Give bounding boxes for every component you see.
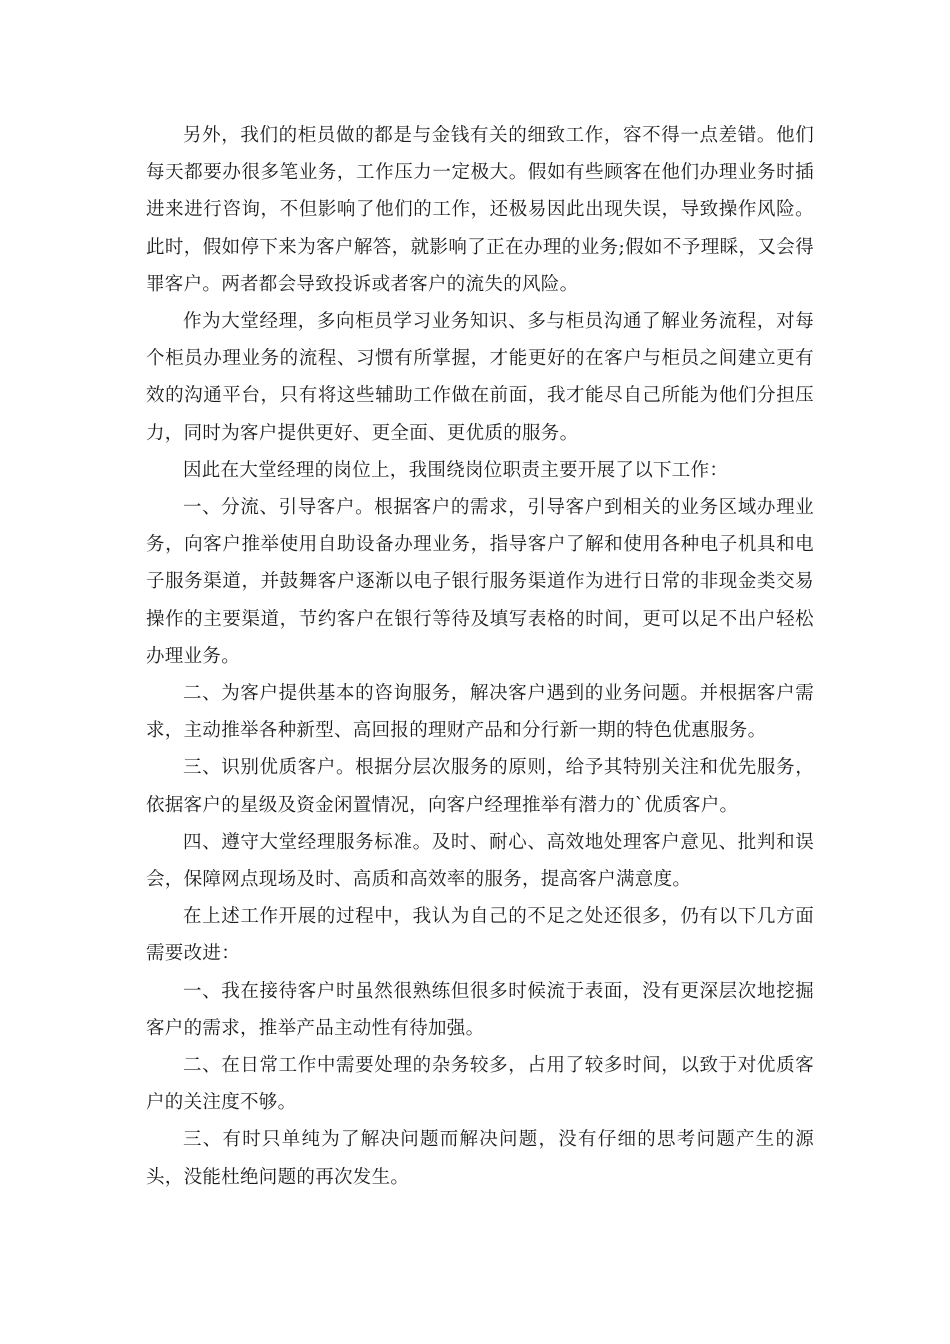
paragraph: 在上述工作开展的过程中，我认为自己的不足之处还很多，仍有以下几方面需要改进： bbox=[146, 906, 814, 965]
paragraph: 二、为客户提供基本的咨询服务，解决客户遇到的业务问题。并根据客户需求，主动推举各种新型、高回报的理财产品和分行新一期的特色优惠服务。 bbox=[146, 683, 814, 742]
paragraph: 一、分流、引导客户。根据客户的需求，引导客户到相关的业务区域办理业务，向客户推举使用自助设备办理业务，指导客户了解和使用各种电子机具和电子服务渠道，并鼓舞客户逐渐以电子银行服务渠道作为进行日常的非现金类交易操作的主要渠道，节约客户在银行等待及填写表格的时间，更可以足不出户轻松办理业务。 bbox=[146, 497, 814, 667]
document-body bbox=[146, 117, 814, 1196]
paragraph: 三、有时只单纯为了解决问题而解决问题，没有仔细的思考问题产生的源头，没能杜绝问题的再次发生。 bbox=[146, 1129, 814, 1188]
paragraph: 因此在大堂经理的岗位上，我围绕岗位职责主要开展了以下工作： bbox=[183, 459, 729, 481]
paragraph: 一、我在接待客户时虽然很熟练但很多时候流于表面，没有更深层次地挖掘客户的需求，推举产品主动性有待加强。 bbox=[146, 980, 814, 1039]
paragraph: 二、在日常工作中需要处理的杂务较多，占用了较多时间，以致于对优质客户的关注度不够。 bbox=[146, 1055, 814, 1114]
paragraph: 另外，我们的柜员做的都是与金钱有关的细致工作，容不得一点差错。他们每天都要办很多笔业务，工作压力一定极大。假如有些顾客在他们办理业务时插进来进行咨询，不但影响了他们的工作，还极易因此出现失误，导致操作风险。此时，假如停下来为客户解答，就影响了正在办理的业务;假如不予理睬，又会得罪客户。两者都会导致投诉或者客户的流失的风险。 bbox=[146, 125, 814, 295]
paragraph: 作为大堂经理，多向柜员学习业务知识、多与柜员沟通了解业务流程，对每个柜员办理业务的流程、习惯有所掌握，才能更好的在客户与柜员之间建立更有效的沟通平台，只有将这些辅助工作做在前面，我才能尽自己所能为他们分担压力，同时为客户提供更好、更全面、更优质的服务。 bbox=[146, 311, 814, 444]
paragraph: 四、遵守大堂经理服务标准。及时、耐心、高效地处理客户意见、批判和误会，保障网点现场及时、高质和高效率的服务，提高客户满意度。 bbox=[146, 831, 814, 891]
paragraph: 三、识别优质客户。根据分层次服务的原则，给予其特别关注和优先服务，依据客户的星级及资金闲置情况，向客户经理推举有潜力的`优质客户。 bbox=[146, 757, 814, 816]
